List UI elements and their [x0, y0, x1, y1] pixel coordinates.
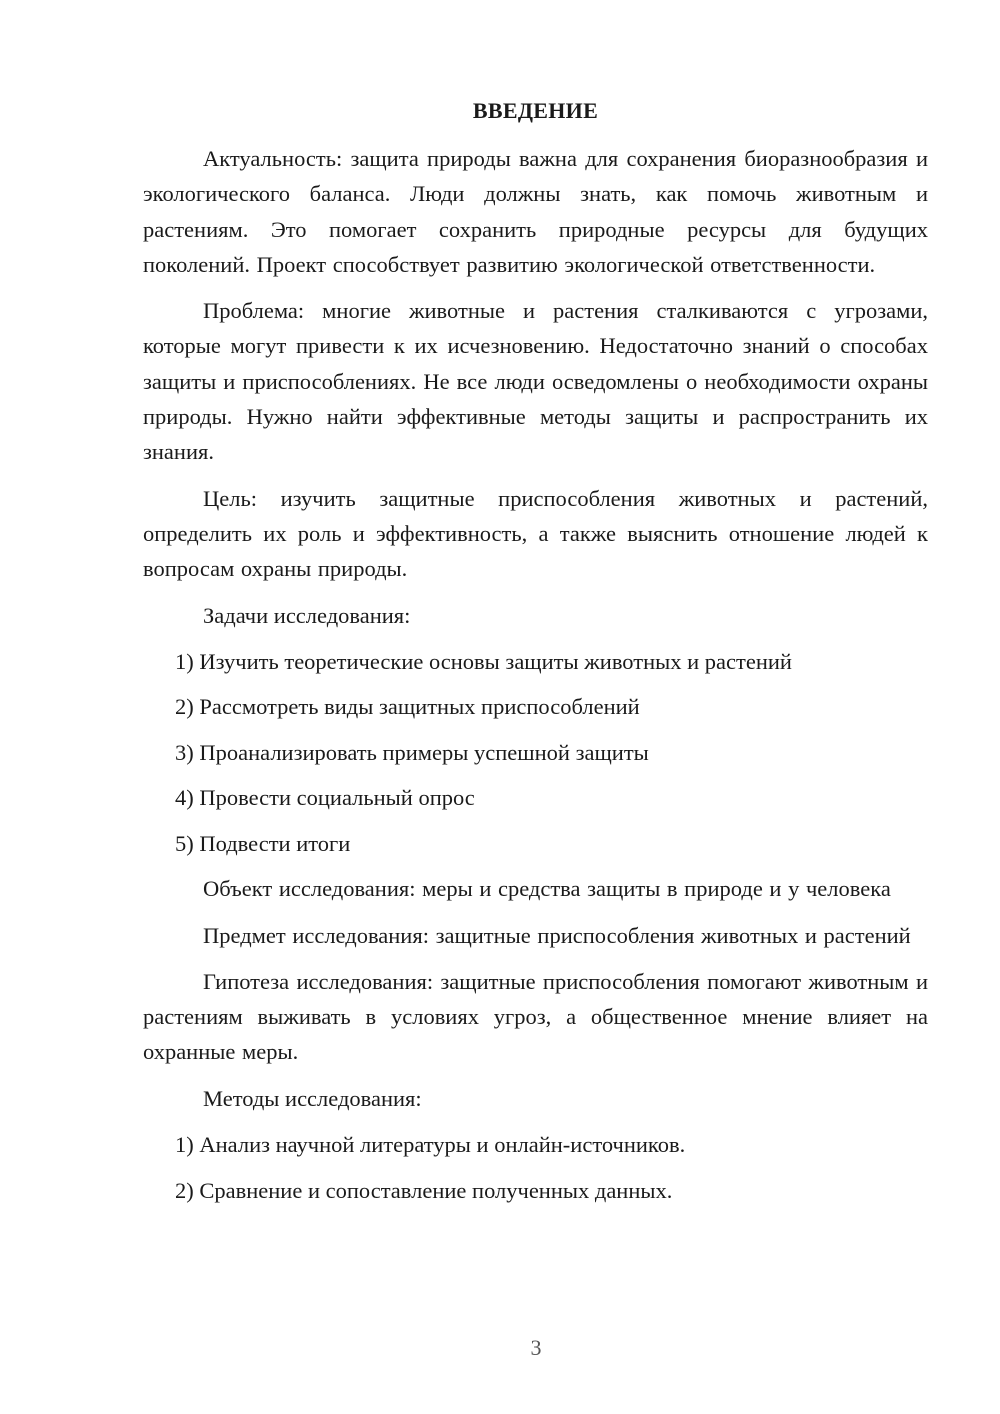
paragraph-relevance: Актуальность: защита природы важна для сохранения биоразнообразия и экологического баланса. Люди должны знать, как помочь животным и растениям. Это помогает сохранить природные ресурсы для будущих поколений. Проект способствует развитию экологической ответственности.: [143, 146, 928, 277]
method-item: 2) Сравнение и сопоставление полученных данных.: [175, 1177, 673, 1203]
page-content: [143, 95, 928, 1218]
method-item: 1) Анализ научной литературы и онлайн-источников.: [175, 1132, 686, 1158]
methods-list: [143, 1127, 928, 1208]
task-item: 2) Рассмотреть виды защитных приспособлений: [175, 694, 640, 720]
tasks-heading: Задачи исследования:: [203, 602, 411, 628]
tasks-list: [143, 644, 928, 861]
task-item: 1) Изучить теоретические основы защиты животных и растений: [175, 648, 792, 674]
task-item: 3) Проанализировать примеры успешной защиты: [175, 739, 649, 765]
paragraph-hypothesis: Гипотеза исследования: защитные приспособления помогают животным и растениям выживать в условиях угроз, а общественное мнение влияет на охранные меры.: [143, 968, 928, 1065]
paragraph-problem: Проблема: многие животные и растения сталкиваются с угрозами, которые могут привести к их исчезновению. Недостаточно знаний о способах защиты и приспособлениях. Не все люди осведомлены о необходимости охраны природы. Нужно найти эффективные методы защиты и распространить их знания.: [143, 298, 928, 465]
task-item: 4) Провести социальный опрос: [175, 785, 475, 811]
page-number: 3: [530, 1335, 542, 1360]
paragraph-goal: Цель: изучить защитные приспособления животных и растений, определить их роль и эффективность, а также выяснить отношение людей к вопросам охраны природы.: [143, 485, 928, 582]
paragraph-object: Объект исследования: меры и средства защиты в природе и у человека: [203, 876, 891, 902]
task-item: 5) Подвести итоги: [175, 830, 351, 856]
page-title: ВВЕДЕНИЕ: [472, 98, 599, 123]
methods-heading: Методы исследования:: [203, 1085, 422, 1111]
paragraph-subject: Предмет исследования: защитные приспособления животных и растений: [203, 922, 911, 948]
